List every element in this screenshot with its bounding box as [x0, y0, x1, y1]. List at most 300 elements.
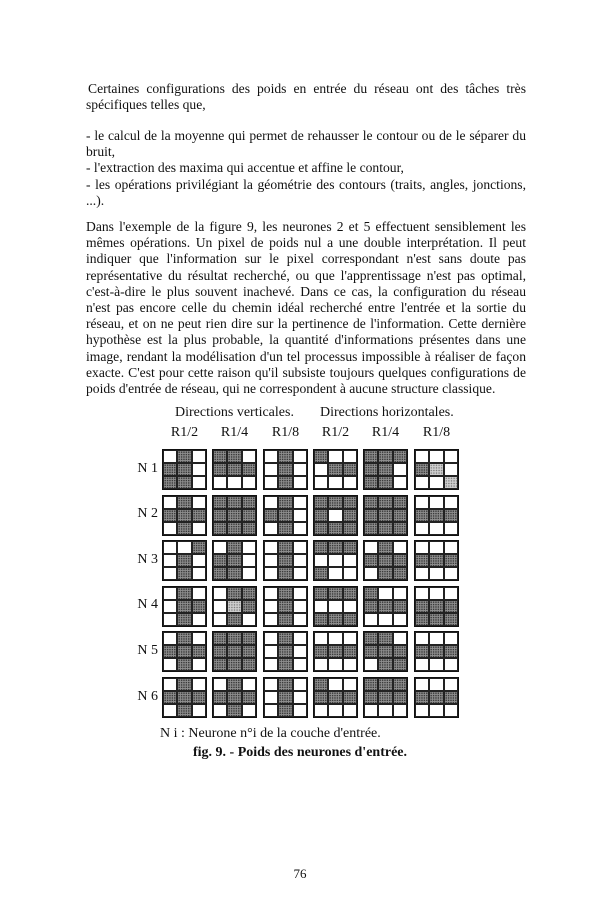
weight-cell: [278, 509, 292, 522]
weight-cell: [343, 587, 357, 600]
weight-cell: [429, 567, 443, 580]
intro-text: Certaines configurations des poids en entrée du réseau ont des tâches très spécifiques telles que,: [86, 81, 526, 113]
weight-cell: [378, 541, 392, 554]
weight-cell: [163, 704, 177, 717]
weight-cell: [242, 658, 256, 671]
weight-cell: [393, 600, 407, 613]
weight-cell: [378, 450, 392, 463]
weight-cell: [393, 509, 407, 522]
weight-cell: [415, 587, 429, 600]
weight-cell: [314, 704, 328, 717]
weight-cell: [378, 691, 392, 704]
weight-cell: [227, 567, 241, 580]
weight-cell: [192, 567, 206, 580]
weight-cell: [242, 463, 256, 476]
weight-cell: [163, 450, 177, 463]
weight-cell: [192, 600, 206, 613]
weight-grid: [313, 449, 358, 490]
weight-cell: [293, 450, 307, 463]
weight-cell: [364, 645, 378, 658]
weight-cell: [343, 541, 357, 554]
weight-cell: [177, 554, 191, 567]
figure-legend: N i : Neurone n°i de la couche d'entrée.: [160, 726, 381, 741]
weight-cell: [364, 476, 378, 489]
weight-cell: [264, 587, 278, 600]
weight-cell: [393, 476, 407, 489]
weight-cell: [393, 463, 407, 476]
weight-cell: [163, 678, 177, 691]
weight-cell: [343, 704, 357, 717]
weight-cell: [278, 658, 292, 671]
weight-cell: [293, 658, 307, 671]
weight-cell: [415, 450, 429, 463]
weight-cell: [328, 587, 342, 600]
weight-cell: [227, 509, 241, 522]
weight-cell: [328, 567, 342, 580]
weight-cell: [444, 450, 458, 463]
weight-cell: [242, 541, 256, 554]
weight-grid: [212, 631, 257, 672]
weight-cell: [242, 632, 256, 645]
weight-cell: [278, 613, 292, 626]
weight-grid: [263, 631, 308, 672]
weight-cell: [213, 567, 227, 580]
weight-cell: [444, 691, 458, 704]
weight-grid: [263, 449, 308, 490]
weight-cell: [192, 587, 206, 600]
weight-cell: [415, 658, 429, 671]
weight-cell: [293, 541, 307, 554]
weight-cell: [192, 658, 206, 671]
weight-cell: [192, 496, 206, 509]
weight-cell: [242, 704, 256, 717]
weight-cell: [264, 509, 278, 522]
weight-cell: [444, 704, 458, 717]
weight-cell: [192, 450, 206, 463]
weight-cell: [227, 678, 241, 691]
weight-cell: [242, 691, 256, 704]
weight-cell: [429, 463, 443, 476]
weight-cell: [177, 509, 191, 522]
weight-grid: [162, 540, 207, 581]
weight-cell: [378, 554, 392, 567]
weight-cell: [177, 645, 191, 658]
weight-cell: [444, 613, 458, 626]
weight-cell: [264, 567, 278, 580]
bullet-item: - les opérations privilégiant la géométrie des contours (traits, angles, jonctions, ...).: [86, 176, 526, 208]
weight-cell: [429, 691, 443, 704]
weight-cell: [293, 632, 307, 645]
weight-cell: [429, 450, 443, 463]
weight-cell: [278, 541, 292, 554]
weight-cell: [444, 632, 458, 645]
figure-9: [0, 398, 600, 778]
weight-cell: [415, 704, 429, 717]
weight-cell: [343, 522, 357, 535]
weight-cell: [278, 476, 292, 489]
weight-cell: [242, 496, 256, 509]
weight-cell: [314, 496, 328, 509]
weight-cell: [192, 476, 206, 489]
weight-cell: [314, 658, 328, 671]
weight-cell: [264, 658, 278, 671]
weight-grid: [162, 677, 207, 718]
weight-cell: [364, 509, 378, 522]
weight-cell: [364, 567, 378, 580]
weight-cell: [343, 476, 357, 489]
weight-cell: [213, 632, 227, 645]
weight-cell: [192, 554, 206, 567]
weight-cell: [177, 587, 191, 600]
weight-cell: [393, 678, 407, 691]
weight-cell: [227, 522, 241, 535]
weight-cell: [328, 704, 342, 717]
weight-cell: [213, 450, 227, 463]
column-label: R1/4: [220, 425, 249, 440]
weight-cell: [314, 541, 328, 554]
weight-cell: [242, 509, 256, 522]
weight-grid: [414, 586, 459, 627]
weight-cell: [278, 587, 292, 600]
weight-cell: [328, 554, 342, 567]
weight-cell: [278, 632, 292, 645]
weight-cell: [314, 509, 328, 522]
weight-cell: [343, 567, 357, 580]
weight-cell: [177, 691, 191, 704]
weight-cell: [378, 704, 392, 717]
weight-cell: [163, 632, 177, 645]
weight-cell: [444, 463, 458, 476]
weight-cell: [242, 613, 256, 626]
weight-cell: [213, 522, 227, 535]
weight-cell: [393, 541, 407, 554]
weight-cell: [343, 463, 357, 476]
weight-cell: [444, 554, 458, 567]
weight-cell: [213, 704, 227, 717]
weight-cell: [177, 632, 191, 645]
weight-cell: [314, 450, 328, 463]
row-label: N 3: [137, 551, 158, 567]
bullet-list: [86, 128, 526, 209]
weight-cell: [343, 600, 357, 613]
weight-cell: [328, 691, 342, 704]
weight-cell: [328, 450, 342, 463]
weight-cell: [227, 496, 241, 509]
weight-cell: [163, 691, 177, 704]
weight-cell: [314, 522, 328, 535]
row-label: N 4: [137, 597, 158, 613]
weight-cell: [278, 645, 292, 658]
weight-cell: [364, 522, 378, 535]
weight-cell: [163, 476, 177, 489]
weight-grid: [263, 586, 308, 627]
weight-grid: [162, 495, 207, 536]
weight-cell: [293, 587, 307, 600]
weight-cell: [429, 704, 443, 717]
weight-cell: [343, 496, 357, 509]
weight-cell: [429, 645, 443, 658]
weight-cell: [264, 496, 278, 509]
weight-cell: [314, 554, 328, 567]
weight-grid: [313, 586, 358, 627]
weight-cell: [314, 632, 328, 645]
weight-cell: [242, 678, 256, 691]
weight-grid: [162, 631, 207, 672]
weight-cell: [415, 554, 429, 567]
weight-cell: [293, 522, 307, 535]
weight-cell: [444, 496, 458, 509]
weight-cell: [378, 509, 392, 522]
weight-cell: [364, 658, 378, 671]
weight-cell: [444, 678, 458, 691]
weight-cell: [293, 613, 307, 626]
weight-cell: [163, 567, 177, 580]
weight-cell: [213, 554, 227, 567]
weight-cell: [415, 522, 429, 535]
weight-cell: [328, 600, 342, 613]
weight-cell: [314, 567, 328, 580]
weight-grid: [313, 631, 358, 672]
weight-grid: [162, 449, 207, 490]
weight-cell: [393, 704, 407, 717]
weight-grid: [263, 540, 308, 581]
weight-cell: [278, 704, 292, 717]
weight-cell: [314, 463, 328, 476]
weight-cell: [415, 509, 429, 522]
weight-cell: [429, 496, 443, 509]
weight-cell: [364, 691, 378, 704]
weight-cell: [378, 476, 392, 489]
weight-cell: [163, 541, 177, 554]
weight-cell: [177, 678, 191, 691]
weight-cell: [293, 509, 307, 522]
weight-cell: [213, 678, 227, 691]
weight-cell: [163, 587, 177, 600]
weight-cell: [192, 691, 206, 704]
weight-grid: [212, 540, 257, 581]
weight-cell: [264, 463, 278, 476]
weight-cell: [429, 587, 443, 600]
column-label: R1/2: [321, 425, 350, 440]
weight-cell: [429, 678, 443, 691]
weight-cell: [444, 522, 458, 535]
weight-cell: [264, 450, 278, 463]
weight-cell: [444, 600, 458, 613]
weight-cell: [242, 476, 256, 489]
weight-cell: [364, 450, 378, 463]
weight-cell: [227, 554, 241, 567]
weight-grid: [414, 449, 459, 490]
weight-cell: [213, 496, 227, 509]
main-paragraph: [86, 219, 526, 397]
weight-grid: [313, 677, 358, 718]
bullet-item: - le calcul de la moyenne qui permet de rehausser le contour ou de le séparer du bruit,: [86, 128, 526, 160]
weight-cell: [192, 678, 206, 691]
weight-cell: [328, 522, 342, 535]
weight-grid: [212, 677, 257, 718]
weight-cell: [444, 645, 458, 658]
weight-cell: [444, 587, 458, 600]
weight-cell: [293, 600, 307, 613]
weight-cell: [343, 509, 357, 522]
weight-cell: [177, 567, 191, 580]
weight-cell: [314, 645, 328, 658]
weight-cell: [364, 632, 378, 645]
weight-cell: [227, 704, 241, 717]
weight-cell: [393, 450, 407, 463]
weight-cell: [415, 463, 429, 476]
weight-grid: [414, 677, 459, 718]
weight-cell: [227, 476, 241, 489]
weight-cell: [213, 600, 227, 613]
weight-cell: [364, 600, 378, 613]
weight-cell: [177, 463, 191, 476]
weight-cell: [343, 632, 357, 645]
weight-cell: [213, 645, 227, 658]
weight-cell: [264, 645, 278, 658]
weight-cell: [328, 496, 342, 509]
weight-cell: [415, 567, 429, 580]
column-label: R1/8: [422, 425, 451, 440]
weight-grid: [162, 586, 207, 627]
weight-cell: [293, 691, 307, 704]
weight-cell: [444, 567, 458, 580]
weight-cell: [378, 587, 392, 600]
column-label: R1/8: [271, 425, 300, 440]
weight-cell: [343, 613, 357, 626]
weight-cell: [415, 645, 429, 658]
weight-cell: [264, 600, 278, 613]
weight-cell: [227, 645, 241, 658]
weight-cell: [378, 613, 392, 626]
weight-cell: [264, 522, 278, 535]
weight-cell: [163, 645, 177, 658]
weight-cell: [293, 476, 307, 489]
weight-cell: [163, 600, 177, 613]
weight-cell: [293, 463, 307, 476]
weight-grid: [363, 631, 408, 672]
intro-paragraph: [86, 81, 526, 113]
weight-cell: [293, 678, 307, 691]
weight-cell: [429, 522, 443, 535]
weight-cell: [415, 496, 429, 509]
weight-grid: [414, 631, 459, 672]
weight-cell: [177, 450, 191, 463]
weight-grid: [212, 449, 257, 490]
weight-cell: [378, 678, 392, 691]
weight-cell: [278, 463, 292, 476]
weight-cell: [429, 476, 443, 489]
weight-cell: [364, 704, 378, 717]
weight-cell: [264, 541, 278, 554]
weight-cell: [192, 463, 206, 476]
weight-cell: [264, 613, 278, 626]
weight-cell: [293, 567, 307, 580]
weight-cell: [429, 509, 443, 522]
weight-cell: [177, 658, 191, 671]
weight-cell: [328, 645, 342, 658]
weight-cell: [192, 704, 206, 717]
weight-cell: [328, 678, 342, 691]
weight-cell: [364, 613, 378, 626]
weight-cell: [264, 704, 278, 717]
row-label: N 1: [137, 460, 158, 476]
weight-cell: [343, 658, 357, 671]
main-text: Dans l'exemple de la figure 9, les neurones 2 et 5 effectuent sensiblement les mêmes opérations. Un pixel de poids nul a une double interprétation. Il peut indiquer que l'information sur le pixel correspondant n'est sans doute pas représentative du résultat recherché, ou que l'apprentissage n'est pas optimal, c'est-à-dire le plus souvent inachevé. Dans ce cas, la configuration du réseau n'est pas encore celle du chemin idéal recherché entre l'entrée et la sortie du réseau, et on ne peut rien dire sur la pertinence de l'information. Cette dernière hypothèse est la plus probable, la quantité d'informations présentes dans une image, rendant la modélisation d'un tel processus impossible à réaliser de façon exacte. C'est pour cette raison qu'il subsiste toujours quelques configurations de poids d'entrée de réseau, qui ne correspondent à aucune structure classique.: [86, 219, 526, 397]
weight-grid: [363, 677, 408, 718]
figure-caption: fig. 9. - Poids des neurones d'entrée.: [192, 745, 407, 760]
weight-cell: [227, 632, 241, 645]
weight-cell: [242, 567, 256, 580]
weight-cell: [444, 509, 458, 522]
weight-cell: [264, 691, 278, 704]
weight-cell: [213, 587, 227, 600]
weight-grid: [313, 540, 358, 581]
weight-cell: [278, 522, 292, 535]
weight-cell: [378, 658, 392, 671]
column-label: R1/2: [170, 425, 199, 440]
weight-cell: [429, 554, 443, 567]
weight-grid: [363, 586, 408, 627]
weight-cell: [192, 632, 206, 645]
weight-cell: [163, 463, 177, 476]
weight-cell: [227, 658, 241, 671]
weight-cell: [177, 496, 191, 509]
weight-cell: [242, 600, 256, 613]
weight-cell: [213, 541, 227, 554]
weight-cell: [177, 613, 191, 626]
header-vertical: Directions verticales.: [175, 405, 294, 420]
weight-cell: [393, 554, 407, 567]
weight-cell: [192, 509, 206, 522]
weight-cell: [314, 613, 328, 626]
weight-grid: [363, 449, 408, 490]
weight-grid: [263, 677, 308, 718]
weight-cell: [328, 632, 342, 645]
weight-cell: [364, 496, 378, 509]
weight-cell: [444, 476, 458, 489]
weight-cell: [378, 463, 392, 476]
weight-cell: [378, 522, 392, 535]
weight-cell: [314, 600, 328, 613]
weight-cell: [242, 450, 256, 463]
row-label: N 5: [137, 642, 158, 658]
weight-cell: [314, 587, 328, 600]
weight-cell: [314, 678, 328, 691]
weight-cell: [378, 632, 392, 645]
column-label: R1/4: [371, 425, 400, 440]
weight-cell: [314, 691, 328, 704]
weight-cell: [393, 632, 407, 645]
weight-cell: [393, 691, 407, 704]
weight-grid: [363, 495, 408, 536]
weight-cell: [278, 600, 292, 613]
weight-cell: [429, 541, 443, 554]
weight-cell: [278, 496, 292, 509]
weight-cell: [213, 463, 227, 476]
page-number: 76: [293, 866, 307, 881]
weight-cell: [163, 522, 177, 535]
weight-grid: [212, 586, 257, 627]
weight-cell: [415, 691, 429, 704]
weight-cell: [213, 476, 227, 489]
weight-cell: [213, 613, 227, 626]
weight-cell: [415, 476, 429, 489]
weight-cell: [242, 645, 256, 658]
weight-cell: [328, 476, 342, 489]
weight-cell: [264, 554, 278, 567]
weight-cell: [227, 450, 241, 463]
